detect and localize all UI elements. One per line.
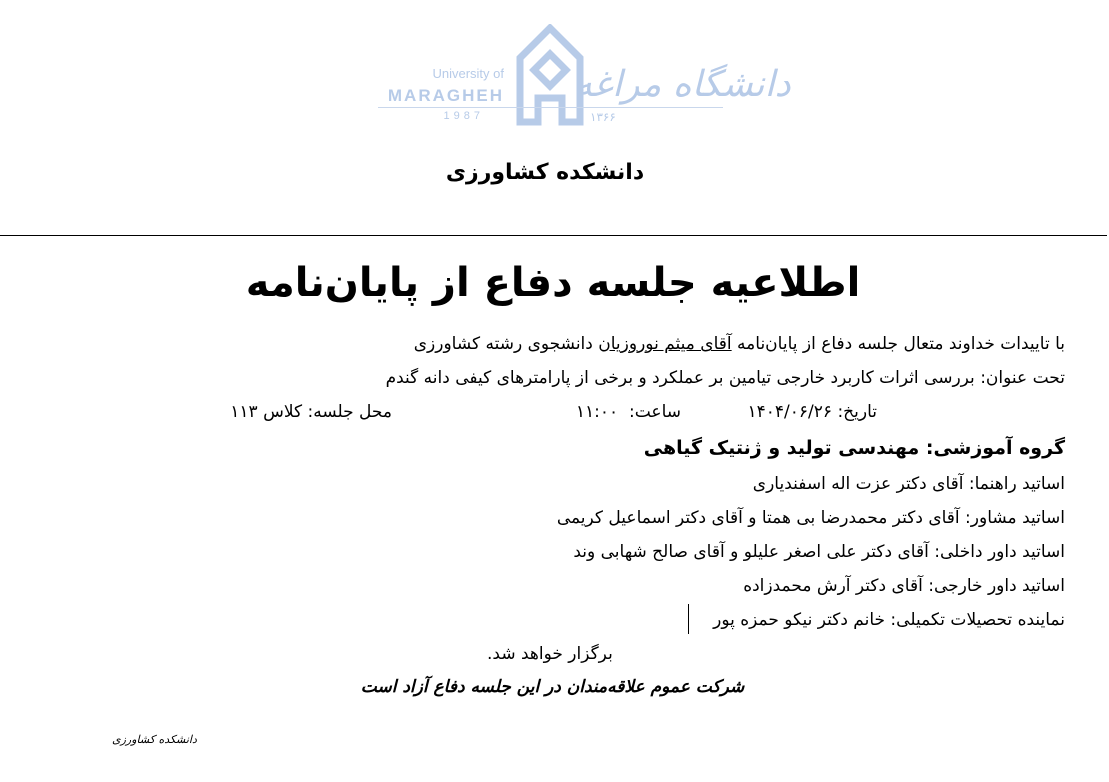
thesis-title-line: تحت عنوان: بررسی اثرات کاربرد خارجی تیامین بر عملکرد و برخی از پارامترهای کیفی دانه گندم xyxy=(385,368,1065,388)
time-label: ساعت: xyxy=(629,402,681,422)
student-name: آقای میثم نوروزیان xyxy=(598,334,732,354)
intro-after: دانشجوی رشته کشاورزی xyxy=(413,334,599,354)
logo-english-year: 1987 xyxy=(443,110,484,122)
faculty-name: دانشکده کشاورزی xyxy=(445,160,645,185)
venue-value: کلاس ۱۱۳ xyxy=(230,402,303,422)
logo-persian-name: دانشگاه مراغه xyxy=(574,64,791,105)
held-statement: برگزار خواهد شد. xyxy=(487,644,613,664)
external-examiner-line: اساتید داور خارجی: آقای دکتر آرش محمدزاده xyxy=(743,576,1065,596)
public-invitation: شرکت عموم علاقه‌مندان در این جلسه دفاع آزاد است xyxy=(360,677,745,697)
time-value: ۱۱:۰۰ xyxy=(575,402,619,422)
logo-english-line2: MARAGHEH xyxy=(387,86,504,105)
intro-line xyxy=(414,334,1065,354)
logo-english-line1: University of xyxy=(432,66,504,81)
header-divider xyxy=(0,235,1107,236)
announcement-title: اطلاعیه جلسه دفاع از پایان‌نامه xyxy=(245,260,861,306)
supervisors-line: اساتید راهنما: آقای دکتر عزت اله اسفندیاری xyxy=(752,474,1065,494)
graduate-representative-line: نماینده تحصیلات تکمیلی: خانم دکتر نیکو حمزه پور xyxy=(713,610,1065,630)
date-field xyxy=(748,402,877,422)
date-label: تاریخ: xyxy=(837,402,877,422)
advisors-line: اساتید مشاور: آقای دکتر محمدرضا بی همتا و آقای دکتر اسماعیل کریمی xyxy=(556,508,1065,528)
venue-field xyxy=(230,402,392,422)
logo-underline xyxy=(378,107,723,108)
faculty-signature: دانشکده کشاورزی xyxy=(112,733,197,746)
venue-label: محل جلسه: xyxy=(307,402,392,422)
internal-examiners-line: اساتید داور داخلی: آقای دکتر علی اصغر علیلو و آقای صالح شهابی وند xyxy=(573,542,1065,562)
intro-before: با تاییدات خداوند متعال جلسه دفاع از پایان‌نامه xyxy=(731,334,1065,354)
time-field xyxy=(576,402,681,422)
date-value: ۱۴۰۴/۰۶/۲۶ xyxy=(747,402,833,422)
department-group: گروه آموزشی: مهندسی تولید و ژنتیک گیاهی xyxy=(643,437,1065,459)
university-logo xyxy=(378,22,791,130)
logo-persian-year: ۱۳۶۶ xyxy=(590,110,616,124)
text-cursor xyxy=(688,604,689,634)
